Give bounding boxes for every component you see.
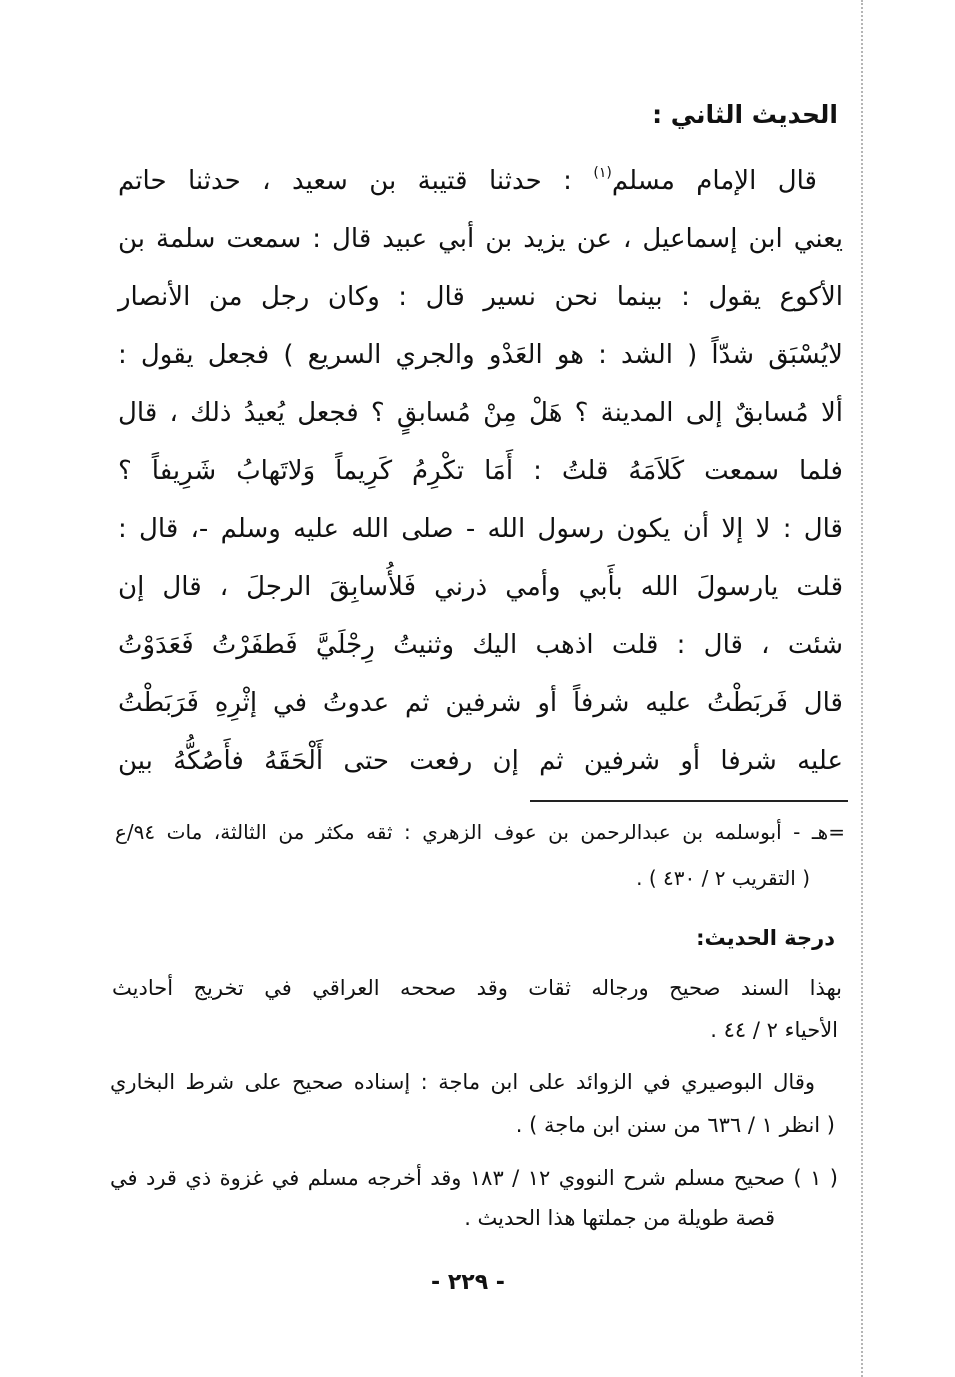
footnote-line: ( التقريب ٢ / ٤٣٠ ) .: [636, 866, 810, 890]
page-number: - ٢٢٩ -: [431, 1270, 505, 1295]
hadith-line: الأكوع يقول : بينما نحن نسير قال : وكان رجل من الأنصار: [118, 282, 843, 312]
grade-line: بهذا السند صحيح ورجاله ثقات وقد صححه العراقي في تخريج أحاديث: [112, 976, 842, 1000]
hadith-line: ألا مُسابقٌ إلى المدينة ؟ هَلْ مِنْ مُسابقٍ ؟ فجعل يُعيدُ ذلك ، قال: [118, 398, 843, 428]
grade-line: وقال البوصيري في الزوائد على ابن ماجة : إسناده صحيح على شرط البخاري: [110, 1070, 815, 1094]
footnote-line: ( ١ ) صحيح مسلم شرح النووي ١٢ / ١٨٣ وقد أخرجه مسلم في غزوة ذي قرد في: [110, 1166, 838, 1190]
hadith-line: شئت ، قال : قلت اذهب اليك وثنيتُ رِجْلَيَّ فَطفَرْتُ فَعَدَوْتُ: [118, 630, 843, 660]
hadith-line: عليه شرفا أو شرفين ثم إن رفعت حتى أَلْحَقَهُ فأَصُكُّهُ بين: [118, 746, 843, 776]
hadith-title: الحديث الثاني :: [652, 100, 838, 129]
grade-line: ( انظر ١ / ٦٣٦ من سنن ابن ماجة ) .: [515, 1113, 835, 1137]
footnote-line: =هـ - أبوسلمه بن عبدالرحمن بن عوف الزهري : ثقه مكثر من الثالثة، مات ٩٤/ع: [115, 820, 845, 844]
footnote-ref: (١): [593, 165, 612, 181]
hadith-line: فلما سمعت كَلاَمَهُ قلتُ : أَمَا تكْرِمُ كَرِيماً وَلاتَهابُ شَرِيفاً ؟: [118, 456, 843, 486]
hadith-line: لايُسْبَق شدّاً ( الشد : هو العَدْو والجري السريع ) فجعل يقول :: [118, 340, 843, 370]
grade-line: الأحياء ٢ / ٤٤ .: [710, 1018, 838, 1042]
scan-edge-dotted-line: [861, 0, 863, 1377]
hadith-line: قال فَربَطْتُ عليه شرفاً أو شرفين ثم عدوتُ في إثْرِهِ فَرَبَطْتُ: [118, 688, 843, 718]
footnote-line: قصة طويلة من جملتها هذا الحديث .: [464, 1206, 775, 1230]
hadith-line: يعني ابن إسماعيل ، عن يزيد بن أبي عبيد قال : سمعت سلمة بن: [118, 224, 843, 254]
footnote-separator: [530, 800, 848, 802]
hadith-line: [118, 152, 843, 210]
grade-heading: درجة الحديث:: [696, 926, 835, 950]
hadith-line: قلت يارسولَ الله بأَبي وأمي ذرني فَلأُسابِقَ الرجلَ ، قال إن: [118, 572, 843, 602]
hadith-line: قال : لا إلا أن يكون رسول الله - صلى الله عليه وسلم -، قال :: [118, 514, 843, 544]
hadith-line-rest: : حدثنا قتيبة بن سعيد ، حدثنا حاتم: [118, 166, 594, 196]
hadith-line-start: قال الإمام مسلم: [611, 166, 817, 196]
